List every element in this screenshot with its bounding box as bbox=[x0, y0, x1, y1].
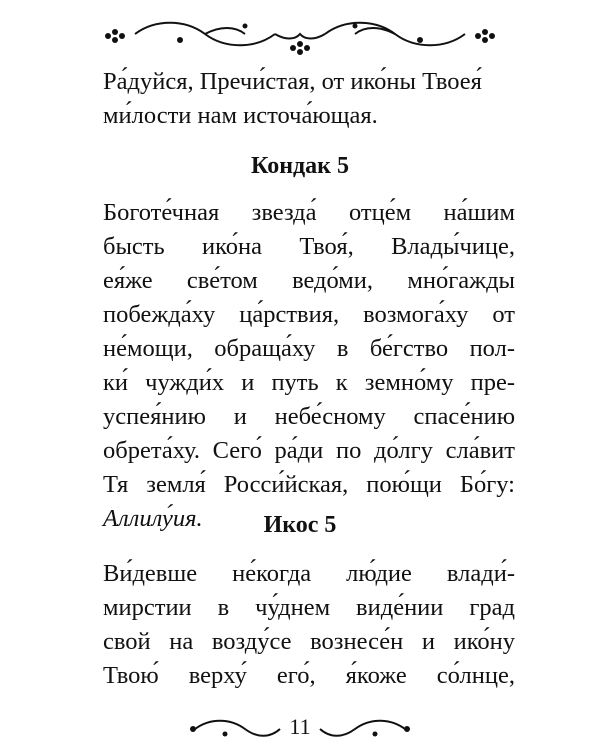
intro-line: Ра́дуйся, Пречи́стая, от ико́ны Твоея́ bbox=[103, 68, 482, 95]
ikos-heading: Икос 5 bbox=[263, 512, 337, 538]
top-ornament-flourish bbox=[95, 14, 505, 56]
kondak-paragraph bbox=[103, 196, 515, 536]
kondak-heading: Кондак 5 bbox=[250, 153, 349, 179]
page-number: 11 bbox=[289, 714, 311, 739]
kondak-line: побежда́ху ца́рствия, возмога́ху от bbox=[103, 301, 515, 328]
kondak-line: Тя земля́ Росси́йская, пою́щи Бо́гу: bbox=[103, 471, 515, 498]
ikos-line: свой на возду́се вознесе́н и ико́ну bbox=[103, 628, 515, 655]
kondak-alleluia: Аллилу́ия. bbox=[103, 505, 203, 532]
kondak-line: Боготе́чная звезда́ отце́м на́шим bbox=[103, 199, 515, 226]
kondak-line: бысть ико́на Твоя́, Влады́чице, bbox=[103, 233, 515, 260]
kondak-line: ки́ чужди́х и путь к земно́му пре- bbox=[103, 369, 515, 396]
ikos-line: мирстии в чу́днем виде́нии град bbox=[103, 594, 515, 621]
intro-paragraph bbox=[103, 65, 515, 133]
kondak-line: не́мощи, обраща́ху в бе́гство пол- bbox=[103, 335, 515, 362]
intro-line: ми́лости нам источа́ющая. bbox=[103, 102, 378, 129]
kondak-line: ея́же све́том ведо́ми, мно́гажды bbox=[103, 267, 515, 294]
ikos-line: Твою́ верху́ его́, я́коже со́лнце, bbox=[103, 662, 515, 689]
kondak-line: успея́нию и небе́сному спасе́нию bbox=[103, 403, 515, 430]
kondak-line: обрета́ху. Сего́ ра́ди по до́лгу сла́вит bbox=[103, 437, 515, 464]
ikos-line: Ви́девше не́когда лю́дие влади́- bbox=[103, 560, 515, 587]
ikos-paragraph bbox=[103, 557, 515, 693]
